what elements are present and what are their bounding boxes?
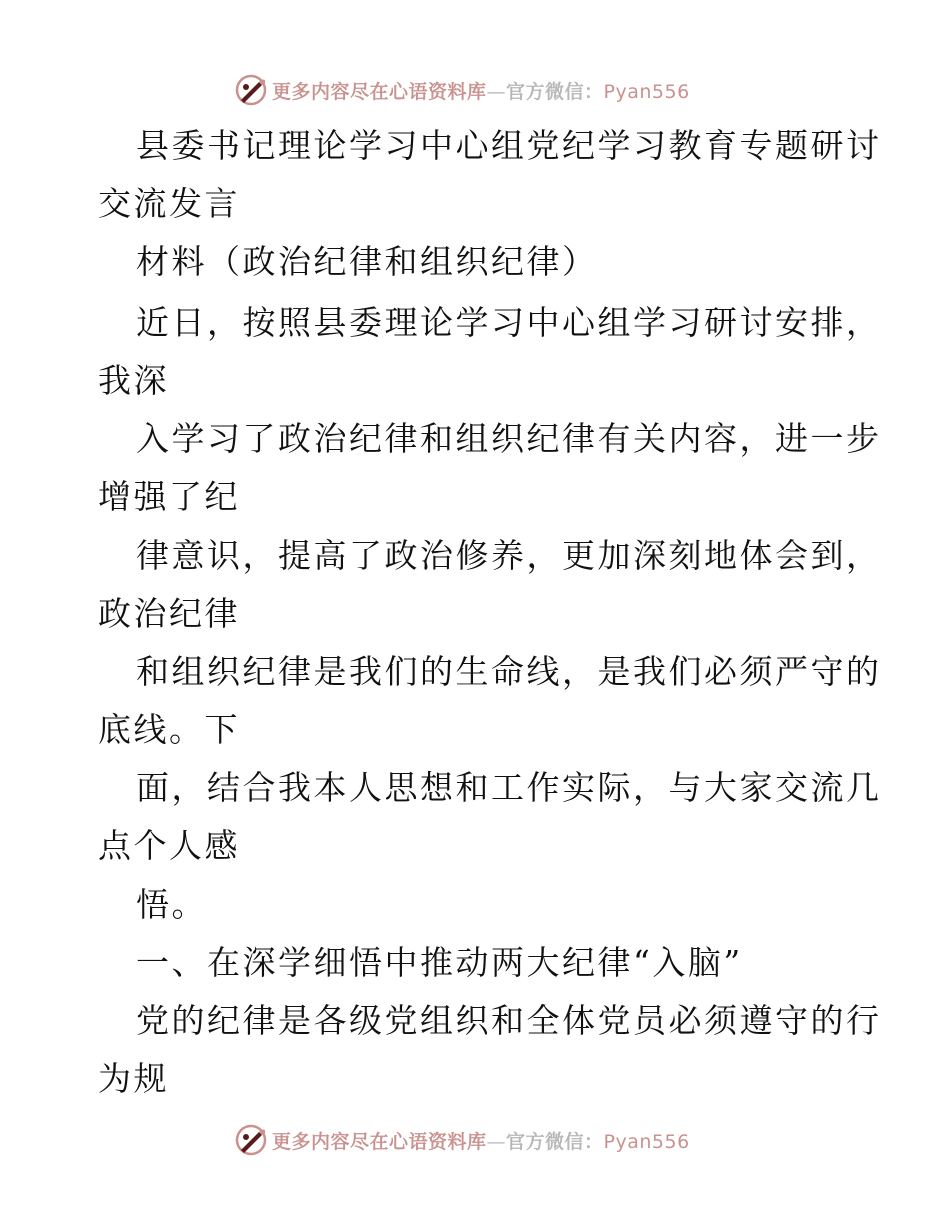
paragraph-line: 和组织纪律是我们的生命线，是我们必须严守的 <box>136 652 882 691</box>
watermark-separator: — <box>486 80 507 103</box>
watermark-wechat-id: Pyan556 <box>603 80 690 103</box>
paragraph-line: 为规 <box>98 1059 169 1098</box>
paragraph-line: 面，结合我本人思想和工作实际，与大家交流几 <box>136 768 882 807</box>
watermark-separator: — <box>486 1130 507 1153</box>
watermark-wechat-label: 官方微信： <box>506 80 604 103</box>
paragraph-line: 悟。 <box>136 885 207 924</box>
document-subtitle: 材料（政治纪律和组织纪律） <box>136 242 598 281</box>
paragraph-line: 底线。下 <box>98 710 240 749</box>
watermark-main-text: 更多内容尽在心语资料库 <box>272 80 487 103</box>
section-heading: 一、在深学细悟中推动两大纪律“入脑” <box>136 943 743 982</box>
paragraph-line: 政治纪律 <box>98 594 240 633</box>
paragraph-line: 点个人感 <box>98 826 240 865</box>
watermark-text <box>272 77 690 104</box>
paragraph-line: 党的纪律是各级党组织和全体党员必须遵守的行 <box>136 1001 882 1040</box>
paragraph-line: 近日，按照县委理论学习中心组学习研讨安排， <box>136 303 882 342</box>
paragraph-line: 入学习了政治纪律和组织纪律有关内容，进一步 <box>136 419 882 458</box>
watermark-header <box>234 73 690 107</box>
quill-pen-logo-icon <box>234 1123 268 1157</box>
watermark-footer <box>234 1123 690 1157</box>
paragraph-line: 律意识，提高了政治修养，更加深刻地体会到， <box>136 536 882 575</box>
quill-pen-logo-icon <box>234 73 268 107</box>
watermark-text <box>272 1127 690 1154</box>
watermark-wechat-label: 官方微信： <box>506 1130 604 1153</box>
paragraph-line: 增强了纪 <box>98 477 240 516</box>
document-title-line-1: 县委书记理论学习中心组党纪学习教育专题研讨 <box>136 126 882 165</box>
watermark-main-text: 更多内容尽在心语资料库 <box>272 1130 487 1153</box>
watermark-wechat-id: Pyan556 <box>603 1130 690 1153</box>
paragraph-line: 我深 <box>98 361 169 400</box>
document-title-line-2: 交流发言 <box>98 184 240 223</box>
